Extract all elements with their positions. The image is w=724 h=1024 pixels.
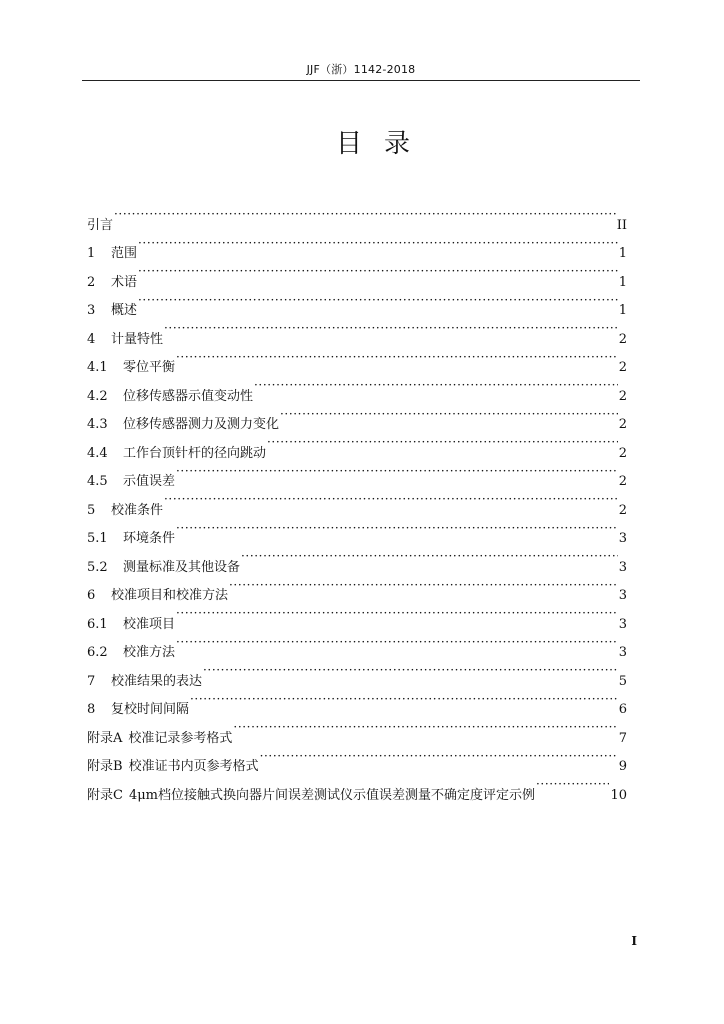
toc-entry-page: 2 — [618, 502, 627, 518]
toc-leader-dots — [176, 628, 618, 657]
toc-entry-text: 工作台顶针杆的径向跳动 — [123, 445, 267, 461]
toc-leader-dots — [164, 314, 618, 343]
toc-entry-text: 校准证书内页参考格式 — [128, 759, 259, 774]
toc-entry-page: 1 — [618, 303, 627, 318]
table-of-contents — [87, 200, 627, 803]
toc-entry-text: 校准条件 — [111, 502, 164, 518]
toc-entry-text: 术语 — [111, 274, 138, 290]
toc-entry-text: 校准项目和校准方法 — [111, 588, 229, 603]
toc-entry-5-1[interactable] — [87, 514, 627, 546]
toc-entry-text: 零位平衡 — [123, 360, 176, 375]
toc-entry-number: 5 — [87, 502, 96, 518]
toc-entry-text: 校准方法 — [123, 645, 176, 660]
toc-entry-text: 4μm档位接触式换向器片间误差测试仪示值误差测量不确定度评定示例 — [128, 787, 536, 803]
toc-leader-dots — [229, 571, 618, 600]
toc-leader-dots — [241, 542, 618, 571]
toc-entry-page: 7 — [618, 730, 627, 746]
toc-entry-3[interactable] — [87, 286, 627, 318]
toc-entry-page: II — [616, 217, 627, 233]
toc-leader-dots — [176, 343, 618, 372]
toc-entry-number: 1 — [87, 246, 96, 261]
toc-leader-dots — [138, 229, 618, 258]
toc-entry-page: 2 — [618, 417, 627, 432]
toc-entry-number: 5.1 — [87, 531, 108, 546]
toc-entry-text: 位移传感器示值变动性 — [123, 388, 254, 404]
page-title: 目录 — [335, 129, 432, 159]
page-header — [82, 62, 640, 81]
toc-leader-dots — [233, 713, 617, 742]
toc-leader-dots — [176, 599, 618, 628]
toc-entry-1[interactable] — [87, 229, 627, 261]
toc-entry-page: 3 — [618, 559, 627, 575]
toc-entry-text: 引言 — [87, 217, 114, 233]
toc-entry-number: 7 — [87, 673, 96, 689]
toc-entry-number: 4.2 — [87, 388, 108, 404]
toc-entry-number: 2 — [87, 274, 96, 290]
toc-entry-4[interactable] — [87, 314, 627, 347]
toc-entry-page: 10 — [610, 787, 627, 803]
toc-entry-number: 附录C — [87, 787, 123, 803]
toc-leader-dots — [114, 200, 616, 229]
toc-entry-4-1[interactable] — [87, 343, 627, 375]
toc-entry-number: 8 — [87, 702, 96, 717]
toc-entry-text: 范围 — [111, 246, 138, 261]
toc-leader-dots — [190, 685, 618, 714]
toc-entry-text: 示值误差 — [123, 474, 176, 489]
toc-entry-number: 附录A — [87, 730, 123, 746]
toc-entry-page: 1 — [618, 274, 627, 290]
toc-entry-text: 校准项目 — [123, 616, 176, 632]
toc-leader-dots — [254, 371, 618, 400]
toc-entry-number: 5.2 — [87, 559, 108, 575]
toc-leader-dots — [138, 257, 618, 286]
toc-leader-dots — [176, 457, 618, 486]
toc-entry-number: 4.1 — [87, 360, 108, 375]
toc-entry-page: 3 — [618, 645, 627, 660]
toc-entry-number: 附录B — [87, 759, 123, 774]
toc-entry-text: 环境条件 — [123, 531, 176, 546]
toc-entry-text: 测量标准及其他设备 — [123, 559, 241, 575]
toc-entry-text: 复校时间间隔 — [111, 702, 190, 717]
toc-entry-5[interactable] — [87, 485, 627, 518]
toc-entry-text: 校准结果的表达 — [111, 673, 203, 689]
toc-leader-dots — [176, 514, 618, 543]
toc-entry-number: 4.3 — [87, 417, 108, 432]
toc-entry-number: 4 — [87, 331, 96, 347]
toc-entry-page: 3 — [618, 616, 627, 632]
toc-entry-intro[interactable] — [87, 200, 627, 233]
toc-leader-dots — [203, 656, 618, 685]
toc-entry-page: 9 — [618, 759, 627, 774]
toc-leader-dots — [164, 485, 618, 514]
toc-entry-page: 2 — [618, 331, 627, 347]
toc-entry-number: 3 — [87, 303, 96, 318]
toc-entry-number: 6 — [87, 588, 96, 603]
toc-entry-text: 位移传感器测力及测力变化 — [123, 417, 280, 432]
toc-entry-number: 6.2 — [87, 645, 108, 660]
toc-leader-dots — [280, 400, 618, 429]
page-number: I — [631, 934, 637, 948]
toc-entry-page: 6 — [618, 702, 627, 717]
toc-leader-dots — [536, 770, 609, 799]
standard-code: JJF（浙）1142-2018 — [306, 63, 416, 76]
toc-entry-page: 3 — [618, 531, 627, 546]
toc-leader-dots — [267, 428, 618, 457]
toc-entry-page: 3 — [618, 588, 627, 603]
toc-entry-page: 2 — [618, 445, 627, 461]
toc-entry-page: 2 — [618, 388, 627, 404]
toc-leader-dots — [260, 742, 618, 771]
toc-entry-2[interactable] — [87, 257, 627, 290]
toc-entry-text: 概述 — [111, 303, 138, 318]
toc-entry-text: 校准记录参考格式 — [128, 730, 233, 746]
toc-entry-page: 2 — [618, 474, 627, 489]
toc-entry-page: 5 — [618, 673, 627, 689]
toc-leader-dots — [138, 286, 618, 315]
toc-entry-number: 6.1 — [87, 616, 108, 632]
toc-entry-number: 4.4 — [87, 445, 108, 461]
toc-entry-page: 1 — [618, 246, 627, 261]
toc-entry-number: 4.5 — [87, 474, 108, 489]
toc-entry-page: 2 — [618, 360, 627, 375]
toc-entry-text: 计量特性 — [111, 331, 164, 347]
